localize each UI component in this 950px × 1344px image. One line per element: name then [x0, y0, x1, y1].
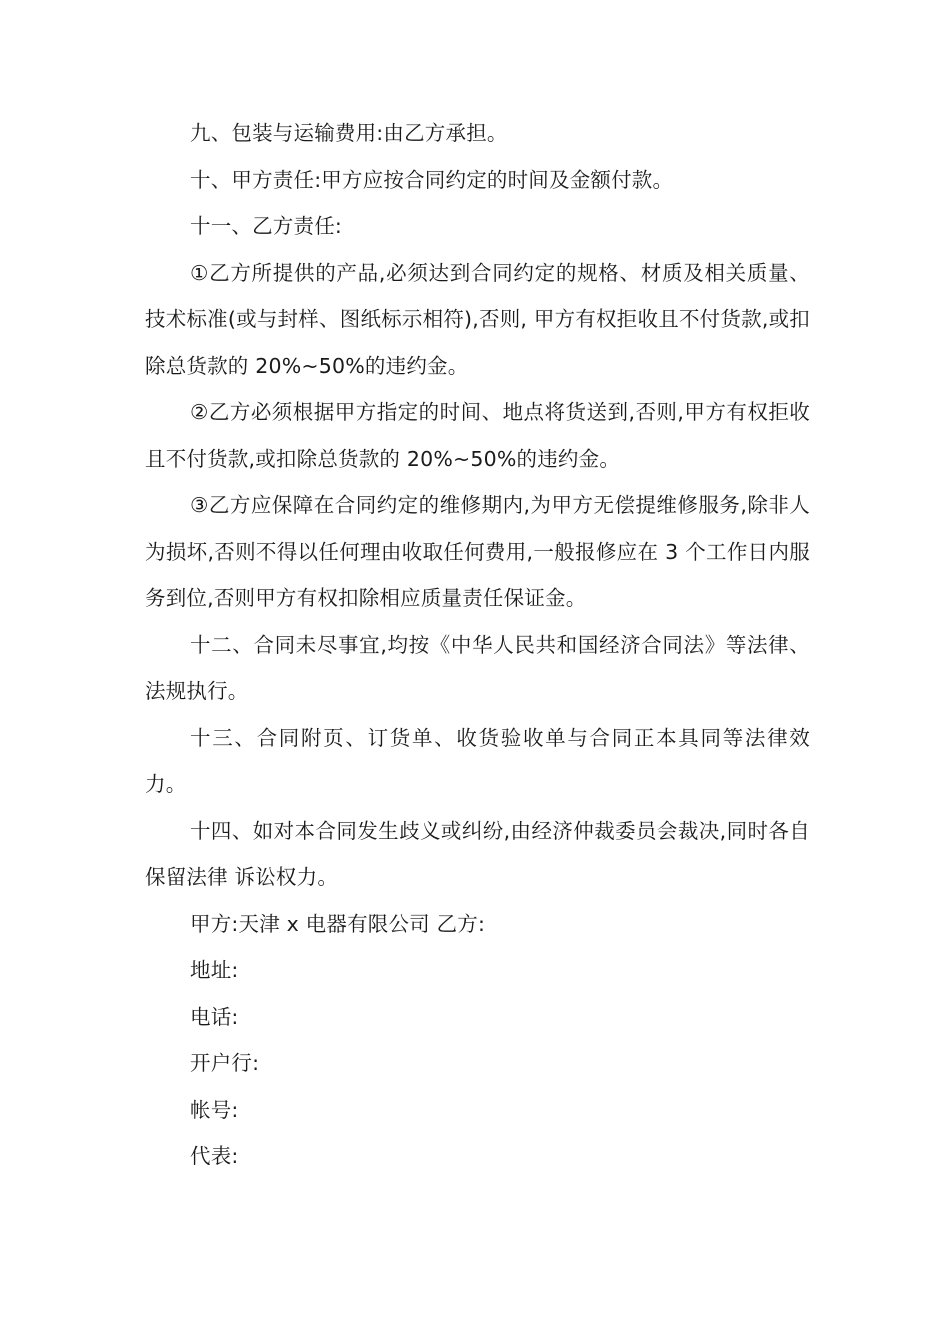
signature-block: [145, 901, 810, 1180]
signature-bank: 开户行:: [190, 1051, 260, 1075]
clause-11-item-2: ②乙方必须根据甲方指定的时间、地点将货送到,否则,甲方有权拒收且不付货款,或扣除总货款的 20%~50%的违约金。: [145, 400, 810, 471]
clause-14-disputes: 十四、如对本合同发生歧义或纠纷,由经济仲裁委员会裁决,同时各自保留法律 诉讼权力。: [145, 818, 810, 889]
clause-13-attachments: 十三、合同附页、订货单、收货验收单与合同正本具同等法律效力。: [145, 725, 810, 796]
signature-address: 地址:: [190, 958, 239, 982]
signature-parties: 甲方:天津 x 电器有限公司 乙方:: [190, 911, 486, 936]
clause-11-item-3: ③乙方应保障在合同约定的维修期内,为甲方无偿提维修服务,除非人为损坏,否则不得以任何理由收取任何费用,一般报修应在 3 个工作日内服务到位,否则甲方有权扣除相应质量责任保证金。: [145, 493, 810, 610]
clause-11-item-1: ①乙方所提供的产品,必须达到合同约定的规格、材质及相关质量、技术标准(或与封样、图纸标示相符),否则, 甲方有权拒收且不付货款,或扣除总货款的 20%~50%的违约金。: [145, 260, 810, 378]
signature-representative: 代表:: [190, 1144, 239, 1168]
clause-11-party-b-duty: 十一、乙方责任:: [190, 214, 343, 238]
signature-account: 帐号:: [190, 1097, 239, 1122]
signature-phone: 电话:: [190, 1004, 239, 1029]
clause-12-unresolved-matters: 十二、合同未尽事宜,均按《中华人民共和国经济合同法》等法律、法规执行。: [145, 632, 810, 703]
clause-10-party-a-duty: 十、甲方责任:甲方应按合同约定的时间及金额付款。: [190, 167, 674, 192]
clause-9-packaging: 九、包装与运输费用:由乙方承担。: [190, 121, 508, 145]
contract-body: [145, 110, 810, 1180]
